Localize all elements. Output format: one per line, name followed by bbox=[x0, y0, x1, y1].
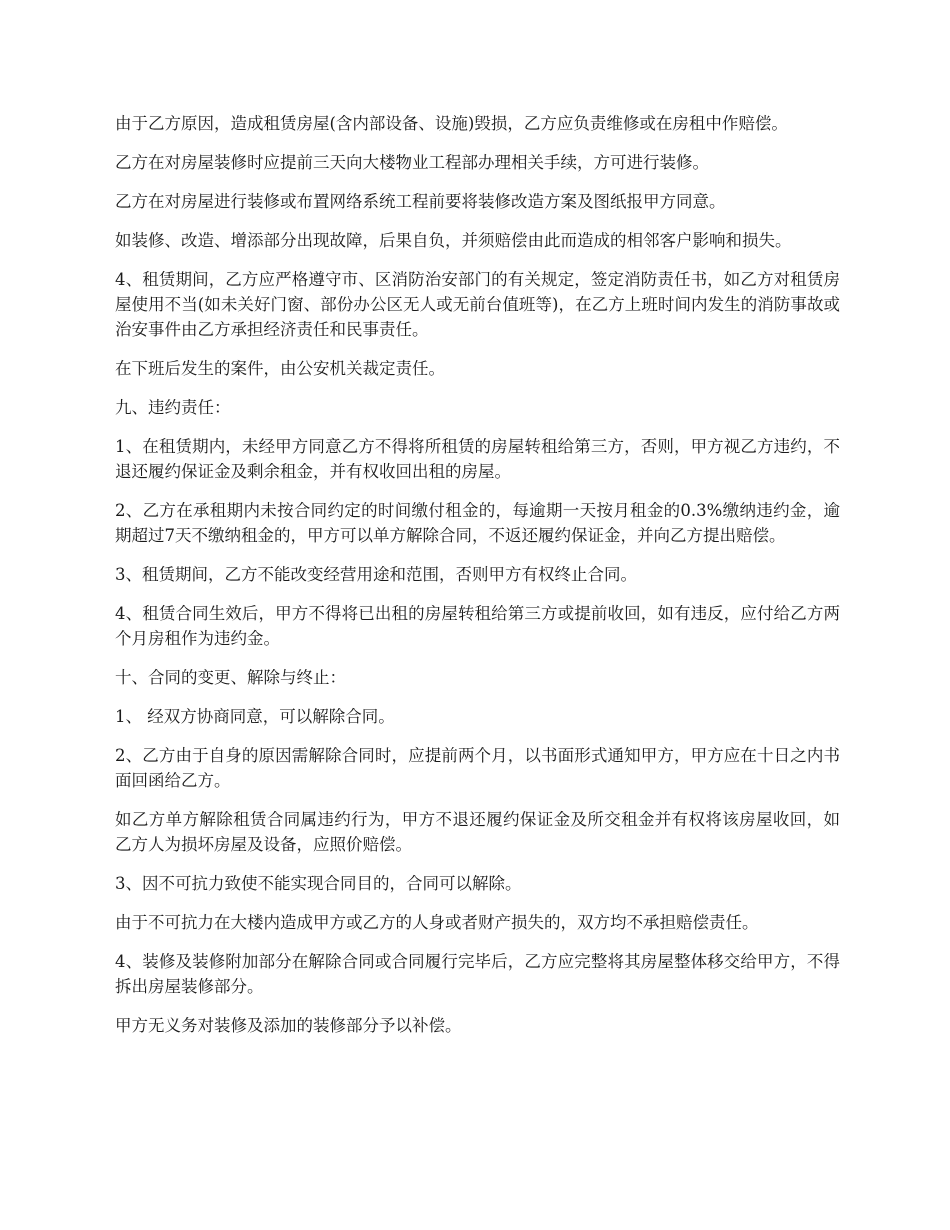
paragraph: 3、因不可抗力致使不能实现合同目的，合同可以解除。 bbox=[115, 874, 522, 893]
paragraph: 1、在租赁期内，未经甲方同意乙方不得将所租赁的房屋转租给第三方，否则，甲方视乙方违约，不退还履约保证金及剩余租金，并有权收回出租的房屋。 bbox=[115, 437, 840, 481]
paragraph: 由于乙方原因，造成租赁房屋(含内部设备、设施)毁损，乙方应负责维修或在房租中作赔偿。 bbox=[115, 114, 788, 133]
paragraph: 乙方在对房屋进行装修或布置网络系统工程前要将装修改造方案及图纸报甲方同意。 bbox=[115, 192, 726, 211]
paragraph: 2、乙方在承租期内未按合同约定的时间缴付租金的，每逾期一天按月租金的0.3%缴纳违约金，逾期超过7天不缴纳租金的，甲方可以单方解除合同，不返还履约保证金，并向乙方提出赔偿。 bbox=[115, 501, 840, 545]
section-heading: 十、合同的变更、解除与终止： bbox=[115, 668, 346, 687]
paragraph: 4、租赁合同生效后，甲方不得将已出租的房屋转租给第三方或提前收回，如有违反，应付给乙方两个月房租作为违约金。 bbox=[115, 604, 840, 648]
paragraph: 3、租赁期间，乙方不能改变经营用途和范围，否则甲方有权终止合同。 bbox=[115, 565, 637, 584]
paragraph: 由于不可抗力在大楼内造成甲方或乙方的人身或者财产损失的，双方均不承担赔偿责任。 bbox=[115, 913, 759, 932]
paragraph: 如乙方单方解除租赁合同属违约行为，甲方不退还履约保证金及所交租金并有权将该房屋收回，如乙方人为损坏房屋及设备，应照价赔偿。 bbox=[115, 810, 840, 854]
paragraph: 4、租赁期间，乙方应严格遵守市、区消防治安部门的有关规定，签定消防责任书，如乙方对租赁房屋使用不当(如未关好门窗、部份办公区无人或无前台值班等)，在乙方上班时间内发生的消防事故或治安事件由乙方承担经济责任和民事责任。 bbox=[115, 270, 840, 339]
paragraph: 1、 经双方协商同意，可以解除合同。 bbox=[115, 707, 395, 726]
document-body bbox=[115, 111, 840, 1052]
paragraph: 在下班后发生的案件，由公安机关裁定责任。 bbox=[115, 359, 445, 378]
paragraph: 如装修、改造、增添部分出现故障，后果自负，并须赔偿由此而造成的相邻客户影响和损失。 bbox=[115, 231, 792, 250]
paragraph: 乙方在对房屋装修时应提前三天向大楼物业工程部办理相关手续，方可进行装修。 bbox=[115, 153, 709, 172]
paragraph: 2、乙方由于自身的原因需解除合同时，应提前两个月，以书面形式通知甲方，甲方应在十日之内书面回函给乙方。 bbox=[115, 746, 840, 790]
section-heading: 九、违约责任： bbox=[115, 398, 231, 417]
paragraph: 甲方无义务对装修及添加的装修部分予以补偿。 bbox=[115, 1016, 462, 1035]
paragraph: 4、装修及装修附加部分在解除合同或合同履行完毕后，乙方应完整将其房屋整体移交给甲方，不得拆出房屋装修部分。 bbox=[115, 952, 840, 996]
